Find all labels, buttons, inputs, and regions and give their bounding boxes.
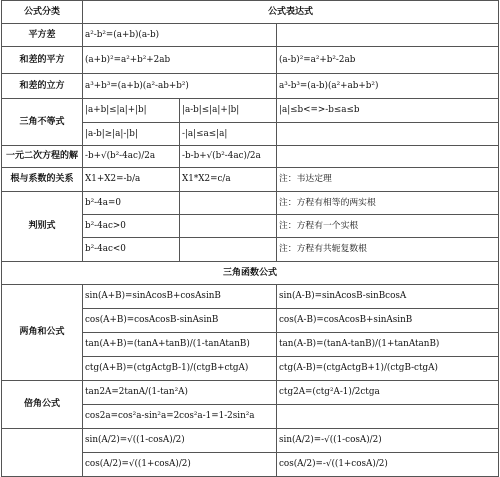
formula-cell: cos2a=cos²a-sin²a=2cos²a-1=1-2sin²a [83,405,277,429]
formula-cell [277,123,499,146]
formula-cell: sin(A/2)=-√((1-cosA)/2) [277,429,499,453]
formula-cell: 注：方程有共轭复数根 [277,238,499,262]
formula-cell [180,215,277,238]
formula-cell: a²-b²=(a+b)(a-b) [83,24,277,47]
formula-cell: -b-b+√(b²-4ac)/2a [180,146,277,168]
formula-sheet [1,0,498,469]
formula-cell: b²-4a=0 [83,192,180,215]
formula-cell: ctg(A+B)=(ctgActgB-1)/(ctgB+ctgA) [83,357,277,381]
formula-cell: 注：方程有相等的两实根 [277,192,499,215]
formula-cell: ctg(A-B)=(ctgActgB+1)/(ctgB-ctgA) [277,357,499,381]
formula-cell: a³-b³=(a-b)(a²+ab+b²) [277,74,499,99]
formula-cell: cos(A-B)=cosAcosB+sinAsinB [277,309,499,333]
category-square-difference: 平方差 [2,24,83,47]
formula-cell [277,146,499,168]
formula-cell: -|a|≤a≤|a| [180,123,277,146]
formula-cell: |a-b|≥|a|-|b| [83,123,180,146]
formula-cell: sin(A+B)=sinAcosB+cosAsinB [83,285,277,309]
trig-section-header: 三角函数公式 [2,262,499,285]
formula-cell: cos(A/2)=√((1+cosA)/2) [83,453,277,477]
formula-cell: 注：方程有一个实根 [277,215,499,238]
category-vieta: 根与系数的关系 [2,168,83,192]
formula-cell: (a+b)²=a²+b²+2ab [83,47,277,74]
category-half-angle [2,429,83,477]
formula-cell [277,24,499,47]
formula-cell: tan(A+B)=(tanA+tanB)/(1-tanAtanB) [83,333,277,357]
category-angle-sum: 两角和公式 [2,285,83,381]
formula-cell: cos(A/2)=-√((1+cosA)/2) [277,453,499,477]
formula-cell: X1+X2=-b/a [83,168,180,192]
formula-cell [180,238,277,262]
formula-cell: tan(A-B)=(tanA-tanB)/(1+tanAtanB) [277,333,499,357]
formula-cell: tan2A=2tanA/(1-tan²A) [83,381,277,405]
formula-cell: |a-b|≤|a|+|b| [180,99,277,123]
formula-cell: sin(A/2)=√((1-cosA)/2) [83,429,277,453]
formula-cell: a³+b³=(a+b)(a²-ab+b²) [83,74,277,99]
formula-cell [277,405,499,429]
formula-cell: ctg2A=(ctg²A-1)/2ctga [277,381,499,405]
category-quadratic-solution: 一元二次方程的解 [2,146,83,168]
category-discriminant: 判别式 [2,192,83,262]
formula-cell: (a-b)²=a²+b²-2ab [277,47,499,74]
formula-cell: b²-4ac>0 [83,215,180,238]
formula-cell: X1*X2=c/a [180,168,277,192]
category-header: 公式分类 [2,1,83,24]
category-double-angle: 倍角公式 [2,381,83,429]
formula-cell [180,192,277,215]
category-triangle-inequality: 三角不等式 [2,99,83,146]
formula-cell: 注：韦达定理 [277,168,499,192]
formula-cell: b²-4ac<0 [83,238,180,262]
category-sum-difference-cube: 和差的立方 [2,74,83,99]
formula-cell: cos(A+B)=cosAcosB-sinAsinB [83,309,277,333]
formula-cell: -b+√(b²-4ac)/2a [83,146,180,168]
formula-table [1,0,499,477]
formula-cell: |a|≤b<=>-b≤a≤b [277,99,499,123]
formula-cell: |a+b|≤|a|+|b| [83,99,180,123]
expression-header: 公式表达式 [83,1,499,24]
formula-cell: sin(A-B)=sinAcosB-sinBcosA [277,285,499,309]
category-sum-difference-square: 和差的平方 [2,47,83,74]
